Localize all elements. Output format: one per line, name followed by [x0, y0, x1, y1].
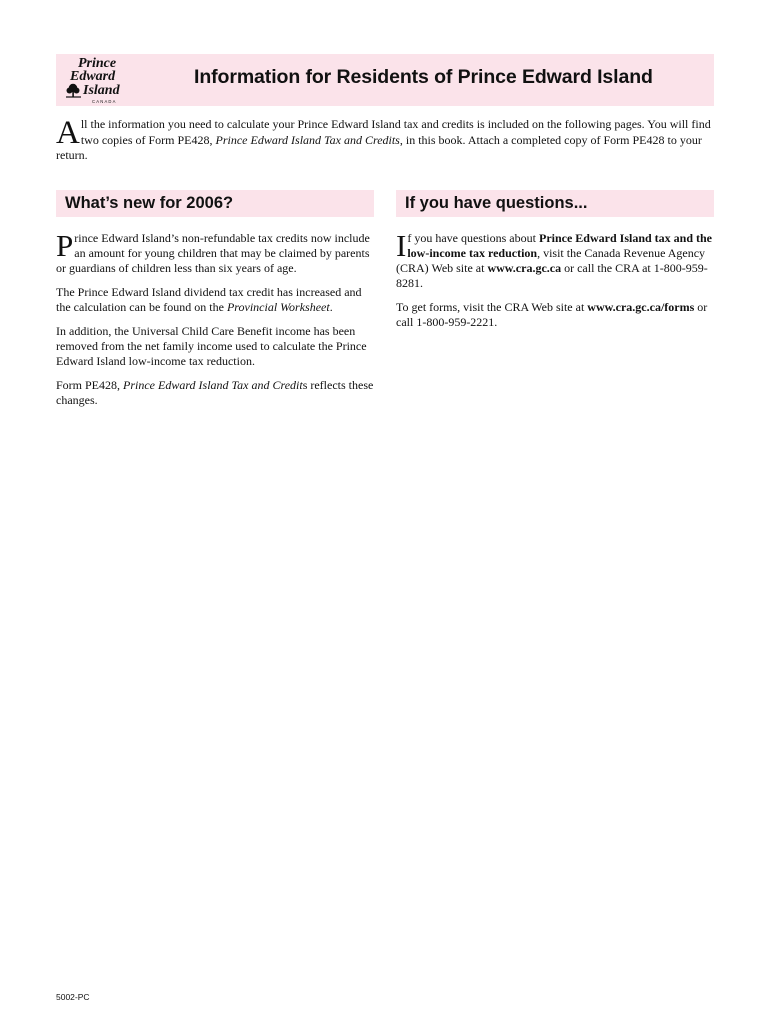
- body-text: To get forms, visit the CRA Web site at: [396, 300, 588, 314]
- body-text: or call the CRA at 1-800-959-8281.: [396, 261, 708, 290]
- column-paragraph: [56, 228, 374, 276]
- italic-title-text: Prince Edward Island Tax and Credit: [123, 378, 303, 392]
- body-text: .: [329, 300, 333, 314]
- italic-title-text: Provincial Worksheet: [226, 300, 330, 314]
- body-text: The Prince Edward Island dividend tax credit has increased and the calculation can be found on the: [56, 285, 362, 314]
- cra-website-link[interactable]: www.cra.gc.ca/forms: [587, 300, 695, 314]
- logo-line-edward: Edward: [70, 69, 116, 84]
- italic-title-text: Prince Edward Island Tax and Credits: [215, 132, 400, 147]
- column-paragraph: [396, 228, 714, 291]
- intro-text: [56, 117, 714, 164]
- body-text: rince Edward Island’s non-refundable tax credits now include an amount for young children that may be claimed by parents or guardians of children less than six years of age.: [56, 231, 370, 275]
- whats-new-column: [56, 228, 374, 408]
- title-banner: [56, 54, 714, 106]
- body-text: , in this book. Attach a completed copy of Form PE428 to your return.: [56, 132, 702, 162]
- column-paragraph: [56, 378, 374, 408]
- intro-segments: [56, 117, 711, 162]
- column-paragraph: [56, 285, 374, 315]
- body-text: or call 1-800-959-2221.: [396, 300, 708, 329]
- drop-cap: I: [396, 228, 407, 263]
- body-text: , visit the Canada Revenue Agency (CRA) Web site at: [396, 246, 706, 275]
- drop-cap: P: [56, 228, 74, 263]
- page-title: Information for Residents of Prince Edward Island: [194, 66, 653, 88]
- body-text: In addition, the Universal Child Care Benefit income has been removed from the net family income used to calculate the Prince Edward Island low-income tax reduction.: [56, 324, 367, 368]
- questions-column: [396, 228, 714, 330]
- intro-drop-cap: A: [56, 115, 80, 151]
- pei-logo: [64, 54, 136, 106]
- section-header-whats-new: What’s new for 2006?: [56, 190, 374, 217]
- form-code: 5002-PC: [56, 992, 90, 1002]
- column-paragraph: [56, 324, 374, 369]
- intro-paragraph: [56, 117, 714, 164]
- tree-icon: [66, 84, 81, 98]
- logo-line-island: Island: [83, 83, 120, 98]
- body-text: ll the information you need to calculate your Prince Edward Island tax and credits is included on the following pages. You will find two copies of Form PE428,: [80, 117, 711, 147]
- body-text: f you have questions about: [407, 231, 539, 245]
- bold-text: Prince Edward Island tax and the low-income tax reduction: [407, 231, 713, 260]
- logo-country: CANADA: [92, 99, 117, 104]
- body-text: Form PE428,: [56, 378, 124, 392]
- body-text: s reflects these changes.: [56, 378, 374, 407]
- logo-line-prince: Prince: [78, 56, 117, 71]
- cra-website-link[interactable]: www.cra.gc.ca: [487, 261, 562, 275]
- column-paragraph: [396, 300, 714, 330]
- section-header-questions: If you have questions...: [396, 190, 714, 217]
